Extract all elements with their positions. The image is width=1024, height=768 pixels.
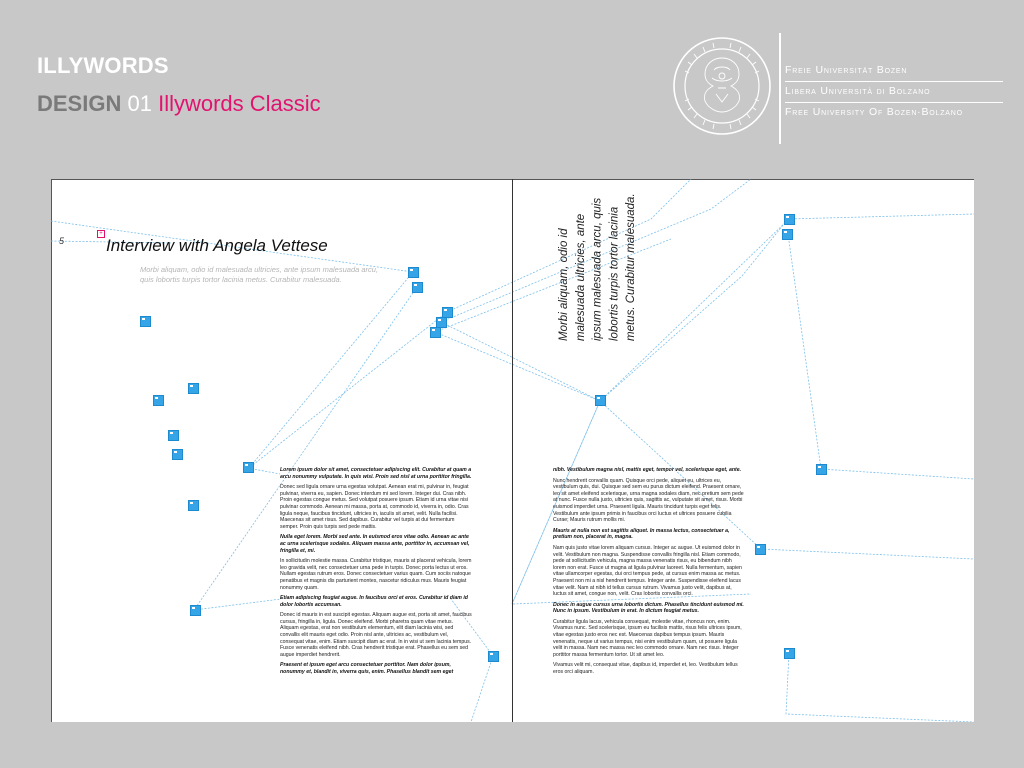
article-intro: Morbi aliquam, odio id malesuada ultricies, ante ipsum malesuada arcu, quis lobortis turpis tortor lacinia metus. Curabitur malesuada. <box>140 265 379 284</box>
page-number: 5 <box>59 236 65 246</box>
frame-link-node[interactable] <box>782 229 793 240</box>
frame-link-node[interactable] <box>784 214 795 225</box>
university-name-italian: Libera Università di Bolzano <box>785 85 931 97</box>
paragraph: Nam quis justo vitae lorem aliquam cursus. Integer ac augue. Ut euismod dolor in velit. Vestibulum non magna. Suspendisse convallis fringilla nisl. Etiam commodo, pede at sollicitudin vehicula, magna massa venenatis risus, eu bibendum nibh lorem non erat. Fusce ut magna at ligula pulvinar laoreet. Nulla fermentum, sapien vitae ullamcorper egestas, dui orci tempus pede, at cursus enim massa ac metus. Praesent non mi a nisl hendrerit tempus. Integer ante. Suspendisse eleifend lacus vitae velit. Nam at nibh id tellus cursus rutrum. Vivamus justo velit, dapibus at, luctus sit amet, congue non, velit. Cras lobortis convallis orci. <box>553 544 742 598</box>
paragraph: Praesent et ipsum eget arcu consectetuer porttitor. Nam dolor ipsum, nonummy et, blandit in, viverra quis, enim. Phasellus blandit sem eget <box>280 662 454 676</box>
university-name-rule <box>785 102 1003 103</box>
frame-link-node[interactable] <box>816 464 827 475</box>
university-name-english: Free University Of Bozen·Bolzano <box>785 106 963 118</box>
paragraph: Donec in augue cursus urna lobortis dictum. Phasellus tincidunt euismod mi. Nunc in ipsum. Vestibulum in erat. In dictum feugiat metus. <box>553 601 744 615</box>
university-name-rule <box>785 81 1003 82</box>
frame-link-node[interactable] <box>488 651 499 662</box>
magazine-spread <box>51 179 974 722</box>
paragraph: Vivamus velit mi, consequat vitae, dapibus id, imperdiet et, leo. Vestibulum tellus eros orci aliquam. <box>553 662 738 676</box>
presentation-subtitle <box>37 91 321 117</box>
frame-link-node[interactable] <box>140 316 151 327</box>
frame-link-node[interactable] <box>595 395 606 406</box>
frame-link-node[interactable] <box>412 282 423 293</box>
frame-link-node[interactable] <box>168 430 179 441</box>
frame-link-node[interactable] <box>190 605 201 616</box>
frame-link-node[interactable] <box>784 648 795 659</box>
pull-quote: Morbi aliquam, odio id malesuada ultricies, ante ipsum malesuada arcu, quis lobortis turpis tortor lacinia metus. Curabitur malesuada. <box>558 193 638 341</box>
frame-link-node[interactable] <box>188 500 199 511</box>
frame-link-node[interactable] <box>243 462 254 473</box>
paragraph: Donec id mauris in est suscipit egestas. Aliquam augue est, porta sit amet, faucibus cursus, fringilla in, ligula. Donec eleifend. Morbi pharetra quam vitae metus. Aliquam egestas, erat non vestibulum elementum, elit diam lacinia wisi, sed convallis elit mauris eget odio. Proin nisl ante, ultricies ac, vestibulum vel, consequat vitae, enim. Etiam suscipit diam ac erat. In in wisi ut sem lacinia tempus. Fusce venenatis eleifend nibh. Cras hendrerit tristique erat. Phasellus eu sem sed augue imperdiet hendrerit. <box>280 612 472 658</box>
paragraph: In sollicitudin molestie massa. Curabitur tristique, mauris at placerat vehicula, lorem leo gravida velit, nec consectetuer urna pede in turpis. Donec porta lectus ut eros. Nullam egestas rutrum eros. Donec consectetuer varius quam. Cum sociis natoque penatibus et magnis dis parturient montes, nascetur ridiculus mus. Mauris feugiat nonummy quam. <box>280 558 472 591</box>
subtitle-number: 01 <box>127 91 152 116</box>
frame-link-node[interactable] <box>153 395 164 406</box>
paragraph: Mauris at nulla non est sagittis aliquet. In massa lectus, consectetuer a, pretium non, placerat in, magna. <box>553 527 730 541</box>
page-spine <box>512 179 513 722</box>
presentation-title: ILLYWORDS <box>37 53 169 78</box>
article-column-right <box>553 467 745 699</box>
article-column-left <box>280 467 472 699</box>
paragraph: Donec sed ligula ornare urna egestas volutpat. Aenean erat mi, pulvinar in, feugiat pulvinar, viverra eu, sapien. Donec interdum mi sed lorem. Integer dui. Cras nibh. Proin egestas congue metus. Sed volutpat posuere ipsum. Etiam id urna vitae nisi pulvinar commodo. Aenean mi massa, porta at, commodo id, viverra in, odio. Cras ligula neque, faucibus tincidunt, ultricies in, iaculis sit amet, velit. Nulla facilisi. Maecenas sit amet risus. Sed dapibus. Curabitur vel turpis at dui fermentum semper. Proin quis turpis sed pede mattis. <box>280 484 469 530</box>
university-seal-icon <box>672 36 772 136</box>
paragraph: Curabitur ligula lacus, vehicula consequat, molestie vitae, rhoncus non, enim. Vivamus nunc. Sed scelerisque, ipsum eu facilisis mattis, risus felis ultrices ipsum, vitae egestas justo eros nec est. Maecenas dapibus tempus ipsum. Mauris venenatis, neque ut varius tempus, nisi enim vestibulum quam, ut posuere ligula velit in massa. Nam nec massa nec leo commodo ornare. Nam nec risus. Integer porttitor massa fermentum tortor. Ut sit amet leo. <box>553 618 742 658</box>
text-overflow-marker[interactable]: + <box>97 230 105 238</box>
article-title: Interview with Angela Vettese <box>106 236 328 255</box>
paragraph: Etiam adipiscing feugiat augue. In faucibus orci et eros. Curabitur id diam id dolor lobortis accumsan. <box>280 595 468 608</box>
logo-divider <box>779 33 781 144</box>
paragraph: Lorem ipsum dolor sit amet, consectetuer adipiscing elit. Curabitur at quam a arcu nonummy vulputate. In quis wisi. Proin sed nisl at urna porttitor fringilla. <box>280 467 472 480</box>
university-name-german: Freie Universität Bozen <box>785 64 908 76</box>
frame-link-node[interactable] <box>755 544 766 555</box>
frame-link-node[interactable] <box>430 327 441 338</box>
paragraph: Nulla eget lorem. Morbi sed ante. In euismod eros vitae odio. Aenean ac ante ac urna scelerisque sodales. Aliquam massa ante, porttitor in, accumsan vel, fringilla et, mi. <box>280 534 470 554</box>
frame-link-node[interactable] <box>188 383 199 394</box>
paragraph: nibh. Vestibulum magna nisl, mattis eget, tempor vel, scelerisque eget, ante. <box>553 467 742 473</box>
subtitle-design: DESIGN <box>37 91 122 116</box>
frame-link-node[interactable] <box>172 449 183 460</box>
subtitle-name: Illywords Classic <box>158 91 321 116</box>
paragraph: Nunc hendrerit convallis quam. Quisque orci pede, aliquet eu, ultrices eu, vestibulum quis, dui. Quisque sed sem eu purus dictum eleifend. Praesent ornare, leo sit amet eleifend scelerisque, urna magna sodales diam, nec pretium sem pede at nunc. Fusce nulla justo, ultricies quis, sagittis ac, vulputate sit amet, risus. Morbi euismod imperdiet urna. Praesent ligula. Mauris tincidunt turpis eget felis. Vestibulum ante ipsum primis in faucibus orci luctus et ultrices posuere cubilia Curae; Mauris rutrum mollis mi. <box>553 477 744 524</box>
frame-link-node[interactable] <box>408 267 419 278</box>
